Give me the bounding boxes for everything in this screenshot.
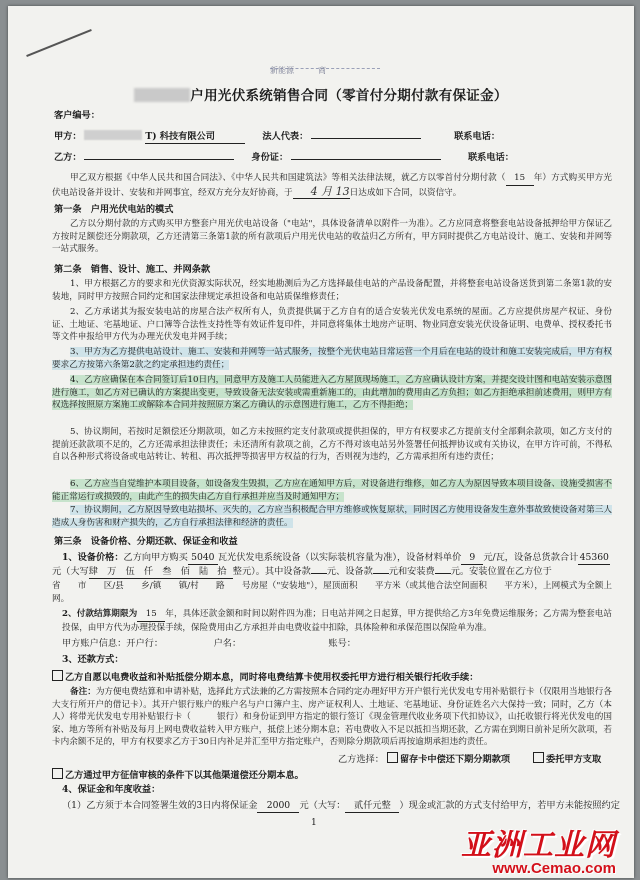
deposit-clause: （1）乙方须于本合同签署生效的3日内将保证金 2000 元（大写： 贰仟元整 ）现金或汇款的方式支付给甲方，若甲方未能按照约定 [62,800,620,811]
choice-retain-card-checkbox[interactable] [387,752,398,763]
party-b-choice-row: 乙方选择： 留存卡中偿还下期分期款项 委托甲方支取 [338,754,602,765]
party-b-row: 乙方： 身份证： 联系电话： [54,152,514,163]
header-stamp: 新能源 商 [270,58,380,69]
site-watermark [461,820,616,877]
article-2-item-5: 5、协议期间，若按时足额偿还分期款项，如乙方未按照约定支付款项或提供担保的，甲方有权要求乙方提前支付全部剩余款项，如乙方支付的提前还款款项不足的，乙方还需承担法律责任；未还清所有款项之前，乙方不得对该电站另外签署任何抵押协议或有关协议，在甲方许可前，不得私自以各种形式将设备或电站转让、转租、再次抵押等损害甲方权益的行为，否则视为违约，乙方需承担所有违约责任； [52,427,612,462]
article-3-item-1-line-2: 元（大写肆 万 伍 仟 叁 佰 陆 拾 整元）。其中设备款 元、设备款 元和安装费 元。安装位置在乙方位于 [52,566,552,577]
article-3-item-3-title: 3、还款方式： [62,654,124,665]
article-3-item-1-line-1: 1、设备价格：乙方向甲方购买 5040 瓦光伏发电系统设备（以实际装机容量为准），设备材料单价 9 元/瓦，设备总货款合计45360 [62,552,609,563]
article-2-title: 第二条 销售、设计、施工、并网条款 [54,264,211,275]
article-1-title: 第一条 户用光伏电站的模式 [54,204,174,215]
choice-entrust-checkbox[interactable] [533,752,544,763]
contract-title: 户用光伏系统销售合同（零首付分期付款有保证金） [8,84,634,104]
page-number: 1 [311,818,317,828]
article-2-item-3: 3、甲方为乙方提供电站设计、施工、安装和并网等一站式服务，按整个光伏电站日常运营一个月后在电站的设计和施工安装完成后，甲方有权要求乙方按第六条第2款之约定承担违约责任； [52,347,612,370]
repayment-option-1: 乙方自愿以电费收益和补贴抵偿分期本息，同时将电费结算卡使用权委托甲方进行相关银行托收手续： [52,670,478,684]
article-3-item-4-title: 4、保证金和年度收益： [62,784,161,795]
watermark-brand: 亚洲工业网 [461,828,616,863]
party-a-name: T) 科技有限公司 [145,131,245,144]
party-a-account-info: 甲方账户信息：开户行： 户名： 账号： [62,638,356,649]
contract-page [8,6,634,878]
customer-no-label: 客户编号： [54,110,100,121]
redacted-company [134,88,190,102]
handwritten-date: 4 月 13 [293,186,350,200]
repayment-option-2-checkbox[interactable] [52,768,63,779]
article-2-item-1: 1、甲方根据乙方的要求和光伏资源实际状况，经实地勘测后为乙方选择最佳电站的产品设备配置，并将整套电站设备送货到第二条第1款的安装地，同时甲方按照合同约定和国家法律规定承担设备和电站质保维修责任； [52,279,612,302]
article-3-title: 第三条 设备价格、分期还款、保证金和收益 [54,536,238,547]
article-1-body: 乙方以分期付款的方式购买甲方整套户用光伏电站设备（"电站"，具体设备清单以附件一为准）。乙方应同意将整套电站设备抵押给甲方保证乙方按时足额偿还分期款项，乙方还清第三条第1款的所有款项后户用光伏电站的收益归乙方所有，甲方同时提供乙方电站设计、施工、安装和并网等一站式服务。 [52,219,612,254]
article-2-item-4: 4、乙方应确保在本合同签订后10日内，同意甲方及施工人员能进入乙方屋顶现场施工，乙方应确认设计方案，并提交设计图和电站安装示意图进行施工，如乙方对已确认的方案提出变更，导致设备无法安装或需重新施工的，由此增加的费用由乙方负担；如乙方拒绝承担前述费用，则甲方有权选择按照原方案施工或解除本合同并按照原方案乙方确认的示意图进行施工，乙方不得拒绝； [52,375,612,410]
redacted-party-a [84,130,142,140]
article-2-item-2: 2、乙方承诺其为报安装电站的房屋合法产权所有人，负责提供属于乙方自有的适合安装光伏发电系统的屋面。乙方应提供房屋产权证、身份证、土地证、宅基地证、户口簿等合法性支持性等有效证件复印件，并同意将集体土地房产证明、物业同意安装光伏设备证明、电费单、授权委托书等文件申报给甲方代为办理光伏发电并网手续； [52,307,612,342]
article-3-item-2: 2、付款结算期限为 15 年，具体还款金额和时间以附件四为准；日电站并网之日起算，甲方提供给乙方3年免费运维服务；乙方需为整套电站投保，由甲方代为办理投保手续，保险费用由乙方承担并由电费收益中扣除，具体险种和承保范围以保险单为准。 [62,609,612,633]
repayment-option-1-checkbox[interactable] [52,670,63,681]
article-2-item-6: 6、乙方应当自觉维护本项目设备，如设备发生毁损，乙方应在通知甲方后，对设备进行维修，如乙方人为原因导致本项目设备、设施受损害不能正常运行或损毁的，由此产生的损失由乙方自行承担并应当及时通知甲方； [52,479,612,502]
party-a-row: 甲方： T) 科技有限公司 法人代表： 联系电话： [54,131,501,142]
intro-paragraph: 甲乙双方根据《中华人民共和国合同法》、《中华人民共和国建筑法》等相关法律法规，就乙方以零首付分期付款（ 15 年）方式购买甲方光伏电站设备并设计、安装和并网事宜，经双方充分友好协商，于 4 月 13日达成如下合同，以资信守。 [52,173,612,198]
article-2-item-7: 7、协议期间，乙方原因导致电站损坏、灭失的，乙方应当积极配合甲方维修或恢复原状，同时因乙方使用设备发生意外事故致使设备对第三人造成人身伤害和财产损失的，乙方自行承担法律和经济的责任。 [52,505,612,528]
article-3-item-1-line-3: 省 市 区/县 乡/镇 镇/村 路 号房屋（"安装地"），屋顶面积 平方米（或其他合法空间面积 平方米），上网模式为全额上网。 [52,581,612,604]
pen-mark [26,29,92,57]
repayment-note: 备注：为方便电费结算和申请补贴，选择此方式法兼的乙方需按照本合同约定办理好甲方开户银行光伏发电专用补贴银行卡（仅限用当地银行各大支行所开户的借记卡）。其开户银行账户的账户名与户口簿户主、房产证权利人、土地证、宅基地证、身份证姓名六大保持一致；同时，乙方（本人）将带光伏发电专用补贴银行卡（ 银行）和身份证到甲方指定的银行签订《现金管理代收业务项下代扣协议》，山托收银行将光伏发电的国家、地方等所有补贴及每月上网电费收益转入甲方账户，抵偿上述分期本息；若电费收入不足以抵扣当期还款，乙方需在到期日前补足所欠款项，若卡内余额不足的，甲方有权要求乙方于30日内补足并汇至甲方指定账户，否则除分期款项后再按逾期承担违约责任。 [52,687,612,747]
watermark-url: www.Cemao.com [492,860,616,877]
repayment-option-2: 乙方通过甲方征信审核的条件下以其他渠道偿还分期本息。 [52,768,304,782]
